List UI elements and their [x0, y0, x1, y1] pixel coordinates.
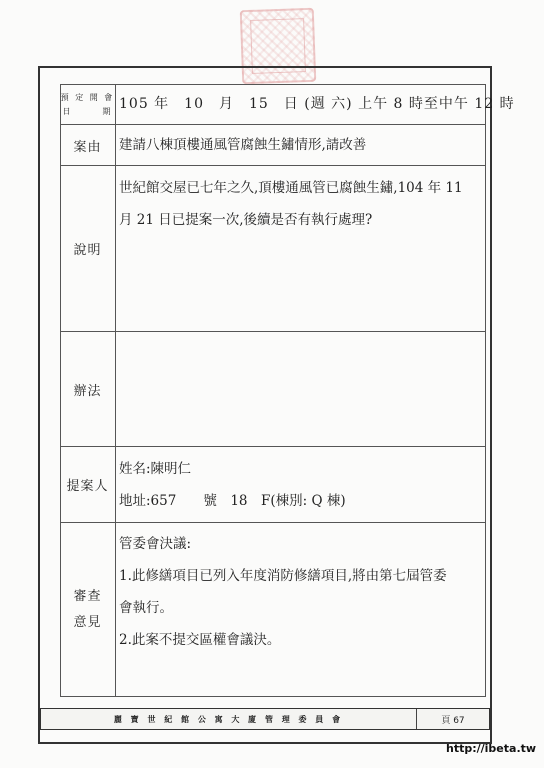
meeting-date-label-line2: 日 期 [62, 106, 113, 116]
proposer-label: 提案人 [66, 479, 109, 494]
review-item1-line2: 會執行。 [119, 600, 173, 616]
description-line2: 月 21 日已提案一次,後續是否有執行處理? [119, 212, 373, 228]
proposer-address: 地址:657 號 18 F(棟別: Q 棟) [119, 493, 346, 509]
row-divider [60, 124, 486, 125]
watermark-url: http://ibeta.tw [446, 742, 537, 755]
review-item2: 2.此案不提交區權會議決。 [119, 632, 281, 648]
row-divider [60, 165, 486, 166]
review-label-line1: 審查 [73, 588, 102, 604]
meeting-date-label-line1: 預 定 開 會 [60, 92, 115, 102]
case-value: 建請八棟頂樓通風管腐蝕生鏽情形,請改善 [119, 137, 367, 153]
description-line1: 世紀館交屋已七年之久,頂樓通風管已腐蝕生鏽,104 年 11 [119, 180, 463, 196]
review-item1-line1: 1.此修繕項目已列入年度消防修繕項目,將由第七屆管委 [119, 568, 447, 584]
meeting-date-value: 105 年 10 月 15 日 (週 六) 上午 8 時至中午 12 時 [119, 96, 515, 112]
proposer-name: 姓名:陳明仁 [119, 461, 192, 477]
case-label: 案由 [73, 139, 102, 155]
method-label: 辦法 [73, 383, 102, 399]
description-label: 說明 [73, 243, 102, 258]
footer-bar [40, 708, 490, 730]
row-divider [60, 446, 486, 447]
review-heading: 管委會決議: [119, 536, 192, 552]
row-divider [60, 522, 486, 523]
footer-title: 麗 寶 世 紀 館 公 寓 大 廈 管 理 委 員 會 [41, 709, 417, 729]
review-label-line2: 意見 [73, 614, 102, 630]
page-number: 頁 67 [441, 715, 465, 726]
description-text [119, 172, 479, 236]
row-divider [60, 331, 486, 332]
review-label [60, 523, 115, 696]
column-divider [115, 85, 116, 696]
proposer-info [119, 453, 479, 517]
review-text [119, 528, 479, 656]
meeting-date-label [60, 85, 115, 124]
